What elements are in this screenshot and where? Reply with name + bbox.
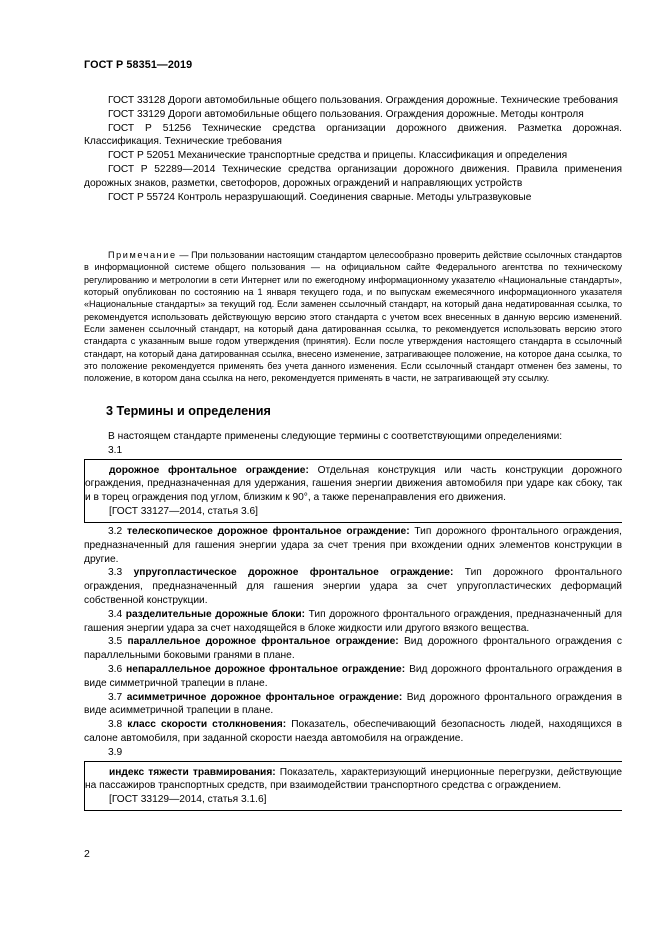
section-title: 3 Термины и определения	[106, 404, 271, 418]
term-name: непараллельное дорожное фронтальное ограждение:	[126, 663, 406, 675]
term-text: Вид дорожного фронтального ограждения в виде симметричной трапеции в плане.	[84, 663, 622, 689]
term-definition	[85, 464, 622, 505]
terms-list	[84, 430, 622, 813]
term-source: [ГОСТ 33127—2014, статья 3.6]	[109, 505, 259, 517]
term-text: Тип дорожного фронтального ограждения, предназначенный для гашения энергии удара за счет находящейся в блоке жидкости или другого вязкого вещества.	[84, 608, 622, 634]
reference-item: ГОСТ Р 52051 Механические транспортные средства и прицепы. Классификация и определения	[108, 150, 568, 162]
term-box-3-1	[84, 459, 622, 523]
reference-item: ГОСТ Р 52289—2014 Технические средства организации дорожного движения. Правила применения дорожных знаков, разметки, светофоров, дорожных ограждений и направляющих устройств	[84, 163, 622, 189]
reference-item: ГОСТ Р 51256 Технические средства организации дорожного движения. Разметка дорожная. Классификация. Технические требования	[84, 122, 622, 148]
term-source: [ГОСТ 33129—2014, статья 3.1.6]	[109, 794, 267, 806]
term-number: 3.9	[108, 746, 123, 758]
term-name: индекс тяжести травмирования:	[109, 766, 276, 778]
term-number: 3.1	[108, 444, 123, 456]
page-number: 2	[84, 848, 90, 860]
term-name: упругопластическое дорожное фронтальное ограждение:	[133, 567, 454, 579]
term-name: класс скорости столкновения:	[127, 719, 287, 731]
term-text: Тип дорожного фронтального ограждения, предназначенный для гашения энергии удара за счет трения при вхождении одних элементов конструкции в другие.	[84, 525, 622, 565]
section-intro: В настоящем стандарте применены следующие термины с соответствующими определениями:	[108, 431, 563, 442]
term-number: 3.3	[108, 567, 123, 579]
term-number: 3.2	[108, 525, 123, 537]
document-header: ГОСТ Р 58351—2019	[84, 59, 193, 71]
term-text: Тип дорожного фронтального ограждения, предназначенный для гашения энергии удара за счет упругопластических деформаций собственной конструкции.	[84, 567, 622, 606]
reference-item: ГОСТ 33129 Дороги автомобильные общего пользования. Ограждения дорожные. Методы контроля	[108, 108, 584, 120]
term-number: 3.5	[108, 636, 123, 648]
term-text: Показатель, характеризующий инерционные перегрузки, действующие на пассажиров транспортных средств, при взаимодействии транспортного средства с ограждением.	[85, 766, 623, 792]
term-definition	[84, 635, 622, 663]
note-block	[84, 249, 622, 385]
term-text: Показатель, обеспечивающий безопасность людей, находящихся в салоне автомобиля, при заданной скорости наезда автомобиля на ограждение.	[84, 719, 622, 744]
term-text: Вид дорожного фронтального ограждения с параллельными боковыми гранями в плане.	[84, 636, 622, 662]
term-number: 3.7	[108, 691, 123, 703]
term-definition	[84, 525, 622, 566]
term-name: параллельное дорожное фронтальное ограждение:	[127, 636, 399, 648]
term-definition	[84, 608, 622, 636]
term-name: разделительные дорожные блоки:	[125, 608, 305, 620]
term-text: Отдельная конструкция или часть конструкции дорожного ограждения, предназначенная для удержания, гашения энергии движения автомобиля при ударе как сбоку, так и в торец ограждения под углом, близким к 90°, а также перенаправления его движения.	[85, 464, 622, 504]
reference-item: ГОСТ Р 55724 Контроль неразрушающий. Соединения сварные. Методы ультразвуковые	[108, 191, 532, 203]
term-name: асимметричное дорожное фронтальное ограждение:	[126, 691, 403, 703]
note-paragraph	[84, 249, 622, 385]
term-definition	[84, 566, 622, 607]
term-definition	[84, 663, 622, 691]
term-name: телескопическое дорожное фронтальное ограждение:	[127, 525, 410, 537]
term-box-3-9	[84, 761, 622, 812]
term-definition	[85, 766, 622, 794]
note-label: Примечание	[108, 250, 177, 260]
term-number: 3.4	[108, 608, 123, 620]
normative-references	[84, 94, 622, 204]
term-number: 3.8	[108, 719, 123, 731]
term-text: Вид дорожного фронтального ограждения в виде асимметричной трапеции в плане.	[84, 691, 622, 717]
reference-item: ГОСТ 33128 Дороги автомобильные общего пользования. Ограждения дорожные. Технические требования	[108, 95, 618, 106]
note-text: — При пользовании настоящим стандартом целесообразно проверить действие ссылочных стандартов в информационной системе общего пользования — на официальном сайте Федерального агентства по техническому регулированию и метрологии в сети Интернет или по ежегодному информационному указателю «Национальные стандарты», который опубликован по состоянию на 1 января текущего года, и по выпускам ежемесячного информационного указателя «Национальные стандарты» за текущий год. Если заменен ссылочный стандарт, на который дана недатированная ссылка, то рекомендуется использовать действующую версию этого стандарта с учетом всех внесенных в данную версию изменений. Если заменен ссылочный стандарт, на который дана датированная ссылка, то рекомендуется использовать версию этого стандарта с указанным выше годом утверждения (принятия). Если после утверждения настоящего стандарта в ссылочный стандарт, на который дана датированная ссылка, внесено изменение, затрагивающее положение, на которое дана ссылка, то это положение рекомендуется применять без учета данного изменения. Если ссылочный стандарт отменен без замены, то положение, в котором дана ссылка на него, рекомендуется применять в части, не затрагивающей эту ссылку.	[84, 250, 622, 384]
term-number: 3.6	[108, 663, 123, 675]
term-definition	[84, 691, 622, 719]
term-name: дорожное фронтальное ограждение:	[109, 464, 309, 476]
term-definition	[84, 718, 622, 746]
